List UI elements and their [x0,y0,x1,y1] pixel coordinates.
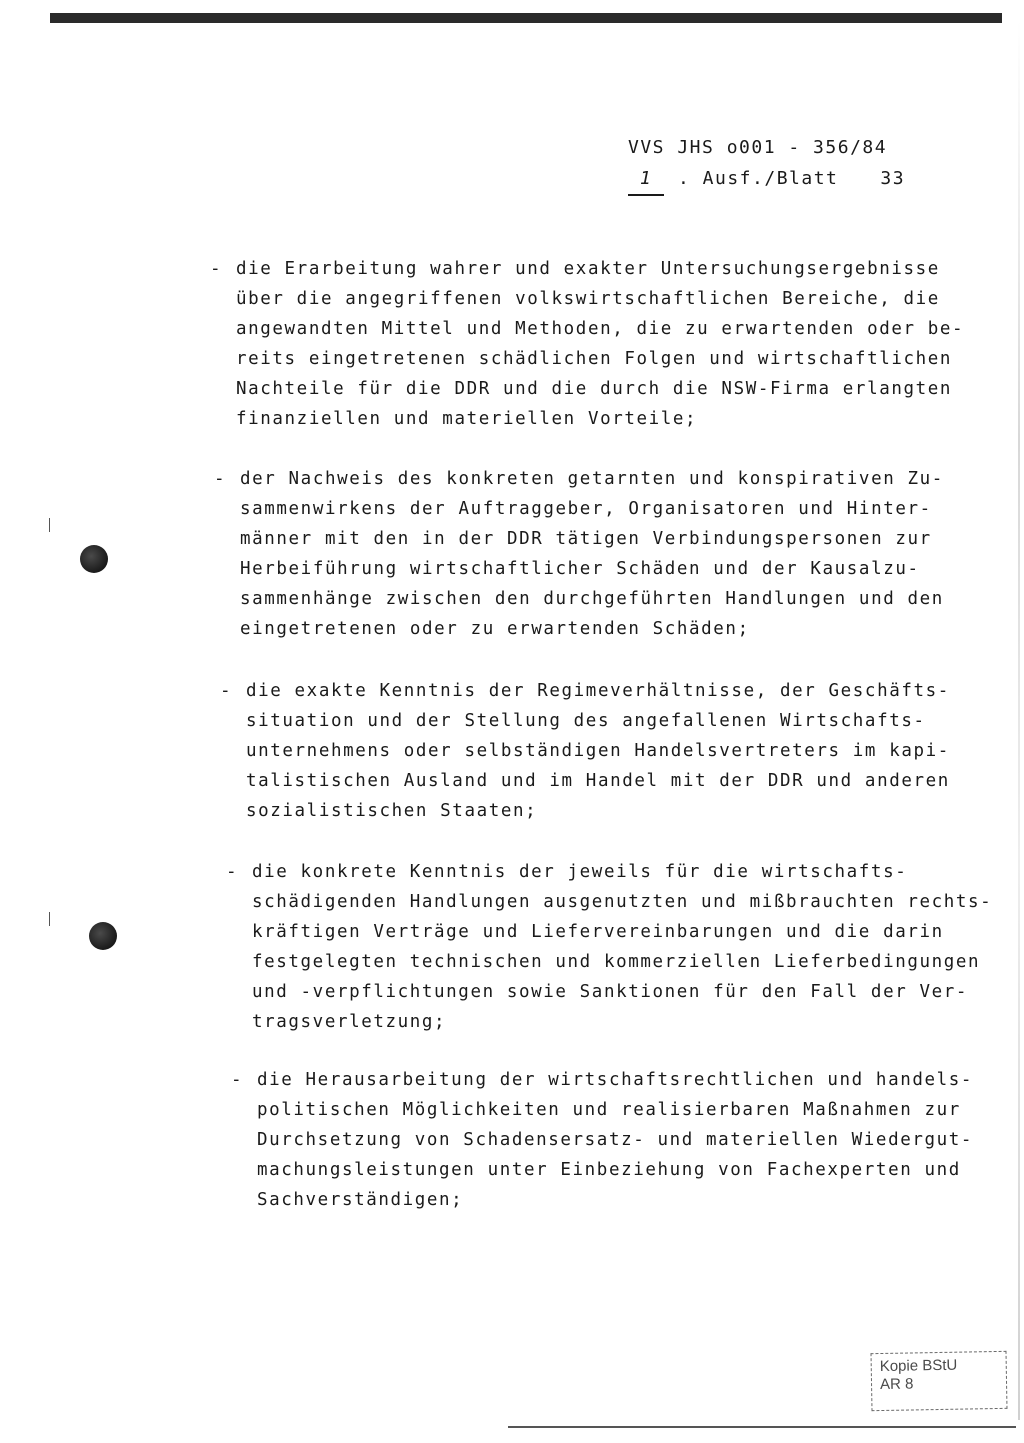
bullet-dash: - [210,259,223,279]
item-line: unternehmens oder selbständigen Handelsvertreters im kapi- [246,741,950,761]
document-header [628,132,905,196]
item-line: Sachverständigen; [257,1190,464,1210]
reference-number: VVS JHS o001 - 356/84 [628,137,888,158]
item-line: politischen Möglichkeiten und realisierbaren Maßnahmen zur [257,1100,961,1120]
list-item [220,676,1006,826]
list-item [226,857,1012,1037]
bullet-dash: - [220,681,233,701]
list-item [214,464,1000,644]
archive-stamp [871,1351,1008,1411]
item-line: über die angegriffenen volkswirtschaftlichen Bereiche, die [236,289,940,309]
item-line: finanziellen und materiellen Vorteile; [236,409,698,429]
item-line: die Erarbeitung wahrer und exakter Untersuchungsergebnisse [236,259,940,279]
item-line: sozialistischen Staaten; [246,801,538,821]
bullet-dash: - [231,1070,244,1090]
item-line: männer mit den in der DDR tätigen Verbindungspersonen zur [240,529,932,549]
ausf-label: . Ausf./Blatt [678,168,839,189]
stamp-line: Kopie BStU [879,1356,958,1376]
punch-hole [89,922,117,950]
item-line: Durchsetzung von Schadensersatz- und materiellen Wiedergut- [257,1130,974,1150]
bullet-dash: - [214,469,227,489]
stamp-line: AR 8 [879,1375,914,1394]
item-line: eingetretenen oder zu erwartenden Schäden; [240,619,750,639]
item-line: die konkrete Kenntnis der jeweils für die wirtschafts- [252,862,908,882]
item-line: kräftigen Verträge und Liefervereinbarungen und die darin [252,922,944,942]
list-item [210,254,996,434]
sheet-number: 33 [880,168,906,189]
ausf-number: 1 [628,163,664,196]
item-line: der Nachweis des konkreten getarnten und konspirativen Zu- [240,469,944,489]
punch-hole [80,545,108,573]
item-line: und -verpflichtungen sowie Sanktionen für den Fall der Ver- [252,982,969,1002]
item-line: angewandten Mittel und Methoden, die zu erwartenden oder be- [236,319,965,339]
list-item [231,1065,1017,1215]
top-scan-bar [50,13,1002,23]
item-line: schädigenden Handlungen ausgenutzten und mißbrauchten rechts- [252,892,993,912]
item-line: die Herausarbeitung der wirtschaftsrechtlichen und handels- [257,1070,974,1090]
margin-mark [49,518,50,532]
item-line: machungsleistungen unter Einbeziehung von Fachexperten und [257,1160,961,1180]
bullet-dash: - [226,862,239,882]
item-line: festgelegten technischen und kommerziellen Lieferbedingungen [252,952,981,972]
item-line: sammenhänge zwischen den durchgeführten Handlungen und den [240,589,944,609]
item-line: tragsverletzung; [252,1012,447,1032]
item-line: Nachteile für die DDR und die durch die NSW-Firma erlangten [236,379,953,399]
item-line: situation und der Stellung des angefallenen Wirtschafts- [246,711,926,731]
margin-mark [49,912,50,926]
bottom-scan-line [508,1426,1016,1428]
sheet-info [628,163,905,196]
item-line: die exakte Kenntnis der Regimeverhältnisse, der Geschäfts- [246,681,950,701]
item-line: Herbeiführung wirtschaftlicher Schäden und der Kausalzu- [240,559,920,579]
item-line: talistischen Ausland und im Handel mit der DDR und anderen [246,771,950,791]
right-scan-edge [1018,20,1020,1420]
item-line: reits eingetretenen schädlichen Folgen und wirtschaftlichen [236,349,953,369]
item-line: sammenwirkens der Auftraggeber, Organisatoren und Hinter- [240,499,932,519]
